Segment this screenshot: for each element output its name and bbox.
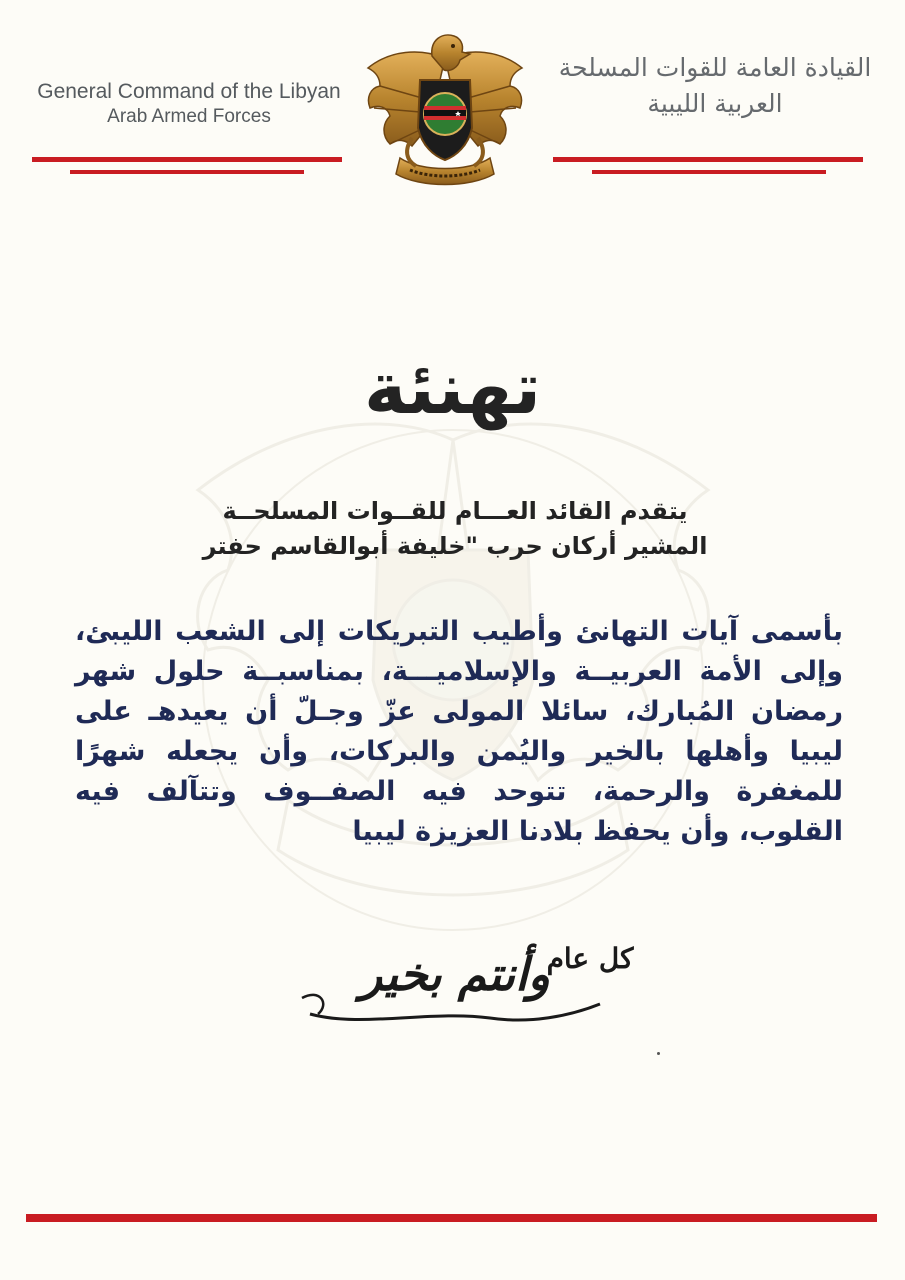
closing-calligraphy-prefix: كل عام bbox=[546, 942, 634, 975]
greeting-paragraph: بأسمى آيات التهانئ وأطيب التبريكات إلى الشعب الليبئ، وإلى الأمة العربيــة والإسلاميـــة، بمناسبــة حلول شهر رمضان المُبارك، سائلا المولى عزّ وجـلّ أن يعيدهـ على ليبيا وأهلها بالخير واليُمن والبركات، وأن يجعله شهرًا للمغفرة والرحمة، تتوحد فيه الصفــوف وتتآلف فيه القلوب، وأن يحفظ بلادنا العزيزة ليبيا bbox=[75, 616, 843, 847]
closing-calligraphy-main: وأنتم بخير bbox=[359, 947, 551, 1001]
footer-rule bbox=[26, 1214, 877, 1222]
sender-line-2: المشير أركان حرب "خليفة أبوالقاسم حفتر bbox=[202, 531, 708, 560]
libyan-eagle-emblem-icon bbox=[360, 28, 530, 196]
sender-line-1: يتقدم القائد العـــام للقــوات المسلحــة bbox=[222, 497, 688, 525]
header-rule-left-bottom bbox=[70, 170, 304, 174]
stray-dot bbox=[657, 1052, 660, 1055]
document-title: تهنئة bbox=[363, 346, 541, 430]
sender-line bbox=[190, 494, 720, 564]
arabic-header-line1: القيادة العامة للقوات المسلحة bbox=[558, 53, 872, 82]
header-rule-left-top bbox=[32, 157, 342, 162]
header-rule-right-bottom bbox=[592, 170, 826, 174]
arabic-header bbox=[555, 50, 875, 123]
english-header bbox=[30, 78, 348, 130]
header-rule-right-top bbox=[553, 157, 863, 162]
english-header-line2: Arab Armed Forces bbox=[107, 106, 271, 128]
arabic-header-line2: العربية الليبية bbox=[647, 89, 783, 119]
english-header-line1: General Command of the Libyan bbox=[37, 80, 341, 103]
closing-calligraphy bbox=[290, 918, 634, 1038]
